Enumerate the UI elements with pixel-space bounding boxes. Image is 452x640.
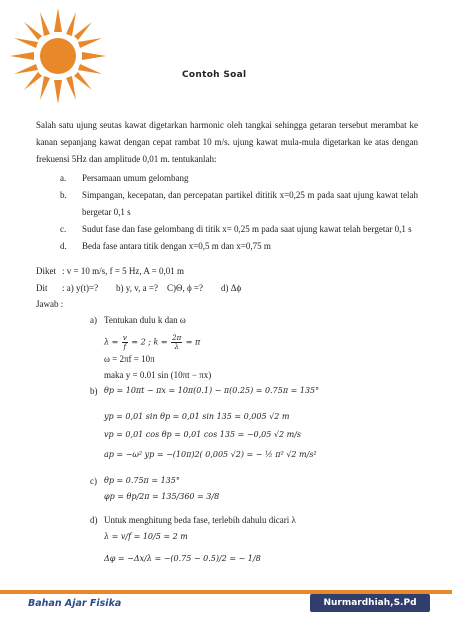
wave-equation: maka y = 0.01 sin (10πt − πx)	[104, 370, 212, 380]
acceleration-formula: ap = −ω² yp = −(10π)2( 0,005 √2) = − ½ π² √2 m/s²	[104, 450, 317, 459]
diket-text: : v = 10 m/s, f = 5 Hz, A = 0,01 m	[62, 266, 184, 276]
question-label: b.	[60, 190, 67, 200]
question-item	[60, 221, 418, 238]
question-text: Beda fase antara titik dengan x=0,5 m dan x=0,75 m	[82, 241, 271, 251]
question-item	[60, 187, 418, 221]
question-label: d.	[60, 241, 67, 251]
jawab-label: Jawab :	[36, 299, 64, 309]
theta-b-formula: θp = 10πt − πx = 10π(0.1) − π(0.25) = 0.75π = 135°	[104, 386, 320, 395]
dit-text: : a) y(t)=? b) y, v, a =? C)Θ, ϕ =? d) Δϕ	[62, 283, 242, 293]
phase-difference-formula: Δφ = −Δx/λ = −(0.75 − 0.5)/2 = − 1/8	[104, 554, 261, 563]
answer-c-label: c)	[90, 476, 97, 486]
question-item	[60, 170, 418, 187]
displacement-formula: yp = 0,01 sin θp = 0,01 sin 135 = 0,005 √2 m	[104, 412, 290, 421]
lambda-d-formula: λ = v/f = 10/5 = 2 m	[104, 532, 188, 541]
phase-formula: φp = θp/2π = 135/360 = 3/8	[104, 492, 220, 501]
question-text: Simpangan, kecepatan, dan percepatan partikel dititik x=0,25 m pada saat ujung kawat telah bergetar 0,1 s	[82, 190, 418, 217]
footer-author-badge: Nurmardhiah,S.Pd	[310, 594, 430, 612]
answer-a-label: a)	[90, 315, 97, 325]
velocity-formula: vp = 0,01 cos θp = 0,01 cos 135 = −0,05 √2 m/s	[104, 430, 301, 439]
question-label: c.	[60, 224, 67, 234]
page-title: Contoh Soal	[182, 70, 247, 80]
dit-label: Dit	[36, 283, 48, 293]
theta-c-formula: θp = 0.75π = 135°	[104, 476, 180, 485]
omega-formula: ω = 2πf = 10π	[104, 354, 155, 364]
question-item	[60, 238, 418, 255]
question-label: a.	[60, 173, 67, 183]
answer-d-text: Untuk menghitung beda fase, terlebih dahulu dicari λ	[104, 515, 296, 525]
problem-statement: Salah satu ujung seutas kawat digetarkan harmonic oleh tangkai sehingga getaran tersebut merambat ke kanan sepanjang kawat dengan cepat rambat 10 m/s. ujung kawat mula-mula digetarkan ke atas dengan frekuensi 5Hz dan amplitude 0,01 m. tentukanlah:	[36, 120, 418, 164]
answer-d-label: d)	[90, 515, 98, 525]
question-text: Persamaan umum gelombang	[82, 173, 189, 183]
lambda-k-formula: λ = $\frac{v}{f}$ = 2 ; k = $\frac{2\pi}{\lambda}$ = π	[104, 334, 201, 351]
footer-left-text: Bahan Ajar Fisika	[28, 598, 122, 609]
question-text: Sudut fase dan fase gelombang di titik x= 0,25 m pada saat ujung kawat telah bergetar 0,1 s	[82, 224, 412, 234]
answer-a-text: Tentukan dulu k dan ω	[104, 315, 186, 325]
diket-label: Diket	[36, 266, 56, 276]
question-list	[60, 170, 418, 255]
answer-b-label: b)	[90, 386, 98, 396]
sun-icon	[8, 6, 108, 106]
